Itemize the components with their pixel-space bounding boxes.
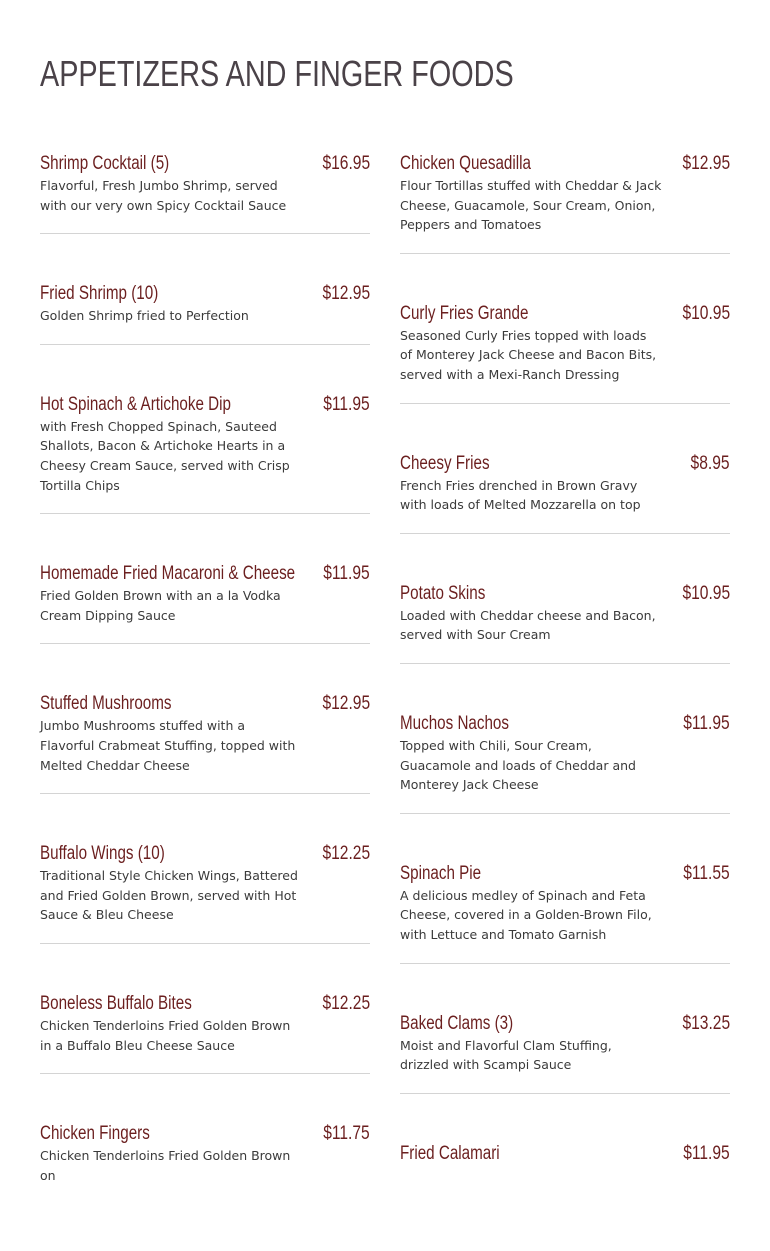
- item-description: Topped with Chili, Sour Cream, Guacamole and loads of Cheddar and Monterey Jack Cheese: [400, 737, 636, 793]
- item-name: Buffalo Wings (10): [40, 843, 165, 865]
- menu-item: [40, 562, 370, 644]
- item-name: Fried Shrimp (10): [40, 283, 159, 305]
- menu-item: [400, 582, 730, 664]
- item-price: $10.95: [682, 302, 730, 324]
- item-description: Golden Shrimp fried to Perfection: [40, 308, 249, 324]
- item-name: Muchos Nachos: [400, 712, 509, 734]
- item-price: $12.95: [322, 693, 370, 715]
- item-description: Flour Tortillas stuffed with Cheddar & Jack Cheese, Guacamole, Sour Cream, Onion, Peppers and Tomatoes: [400, 178, 662, 233]
- item-price: $11.95: [323, 563, 370, 585]
- item-price: $11.95: [683, 1142, 730, 1164]
- menu-item: [400, 1142, 730, 1184]
- menu-item: [40, 393, 370, 514]
- menu-item: [40, 282, 370, 345]
- item-name: Curly Fries Grande: [400, 302, 529, 324]
- item-name: Fried Calamari: [400, 1142, 500, 1164]
- item-price: $8.95: [691, 452, 730, 474]
- item-description: with Fresh Chopped Spinach, Sauteed Shallots, Bacon & Artichoke Hearts in a Cheesy Cream Sauce, served with Crisp Tortilla Chips: [40, 418, 290, 493]
- item-name: Potato Skins: [400, 582, 486, 604]
- item-price: $10.95: [682, 582, 730, 604]
- item-description: Moist and Flavorful Clam Stuffing, drizzled with Scampi Sauce: [400, 1037, 612, 1073]
- menu-item: [40, 842, 370, 944]
- item-description: Jumbo Mushrooms stuffed with a Flavorful Crabmeat Stuffing, topped with Melted Cheddar Cheese: [40, 718, 296, 773]
- item-price: $11.55: [683, 862, 730, 884]
- item-description: Fried Golden Brown with an a la Vodka Cream Dipping Sauce: [40, 588, 281, 623]
- menu-item: [400, 862, 730, 964]
- item-price: $12.95: [322, 283, 370, 305]
- item-price: $11.95: [323, 393, 370, 415]
- item-description: Loaded with Cheddar cheese and Bacon, served with Sour Cream: [400, 607, 656, 643]
- menu-item: [40, 992, 370, 1074]
- menu-item: [400, 452, 730, 534]
- item-description: French Fries drenched in Brown Gravy with loads of Melted Mozzarella on top: [400, 477, 641, 513]
- item-price: $11.95: [683, 712, 730, 734]
- menu-item: [400, 712, 730, 814]
- item-name: Spinach Pie: [400, 862, 482, 884]
- item-name: Stuffed Mushrooms: [40, 693, 172, 715]
- menu-item: [400, 1012, 730, 1094]
- item-name: Baked Clams (3): [400, 1012, 514, 1034]
- item-description: Chicken Tenderloins Fried Golden Brown on: [40, 1148, 291, 1183]
- menu-item: [40, 1122, 370, 1203]
- item-price: $12.95: [682, 153, 730, 174]
- item-name: Chicken Fingers: [40, 1123, 150, 1145]
- menu-item: [400, 302, 730, 404]
- item-name: Shrimp Cocktail (5): [40, 153, 170, 174]
- item-description: Flavorful, Fresh Jumbo Shrimp, served with our very own Spicy Cocktail Sauce: [40, 178, 287, 213]
- item-name: Boneless Buffalo Bites: [40, 992, 192, 1014]
- menu-item: [40, 692, 370, 794]
- item-name: Homemade Fried Macaroni & Cheese: [40, 563, 296, 585]
- item-description: Seasoned Curly Fries topped with loads of Monterey Jack Cheese and Bacon Bits, served with a Mexi-Ranch Dressing: [400, 327, 657, 382]
- item-price: $11.75: [323, 1123, 370, 1145]
- page-title: APPETIZERS AND FINGER FOODS: [40, 53, 514, 94]
- menu-column-left: [40, 152, 370, 1251]
- menu-column-right: [400, 152, 730, 1232]
- item-description: Chicken Tenderloins Fried Golden Brown in a Buffalo Bleu Cheese Sauce: [40, 1017, 291, 1053]
- menu-item: [40, 152, 370, 234]
- item-price: $16.95: [322, 153, 370, 174]
- item-price: $12.25: [322, 992, 370, 1014]
- item-price: $12.25: [322, 843, 370, 865]
- item-name: Hot Spinach & Artichoke Dip: [40, 393, 231, 415]
- item-price: $13.25: [682, 1012, 730, 1034]
- item-description: A delicious medley of Spinach and Feta Cheese, covered in a Golden-Brown Filo, with Lettuce and Tomato Garnish: [400, 887, 652, 942]
- item-name: Cheesy Fries: [400, 452, 490, 474]
- item-name: Chicken Quesadilla: [400, 153, 531, 174]
- item-description: Traditional Style Chicken Wings, Battered and Fried Golden Brown, served with Hot Sauce & Bleu Cheese: [40, 868, 298, 923]
- menu-item: [400, 152, 730, 254]
